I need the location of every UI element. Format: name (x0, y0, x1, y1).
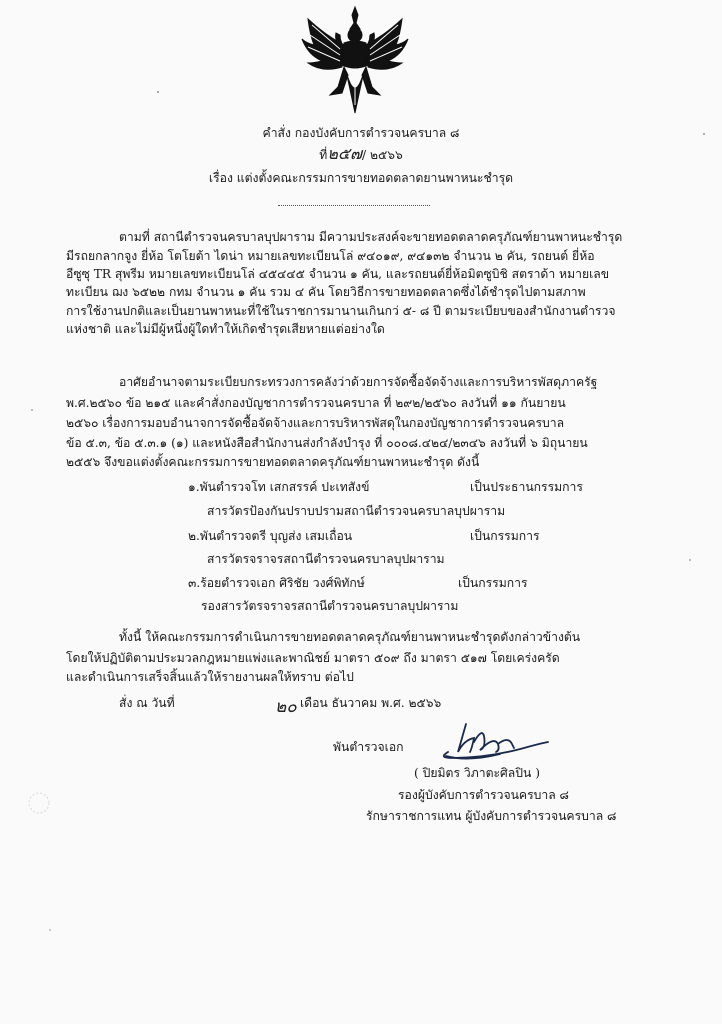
para3-line: และดำเนินการเสร็จสิ้นแล้วให้รายงานผลให้ทราบ ต่อไป (66, 670, 354, 684)
signer-rank: พันตำรวจเอก (333, 740, 404, 754)
para2-line: ข้อ ๕.๓, ข้อ ๕.๓.๑ (๑) และหนังสือสำนักงานส่งกำลังบำรุง ที่ ๐๐๐๘.๔๒๔/๒๓๔๖ ลงวันที่ ๖ มิถุนายน (66, 436, 588, 450)
signer-position: รองผู้บังคับการตำรวจนครบาล ๘ (398, 788, 569, 802)
para1-line: อีซูซุ TR สุพรีม หมายเลขทะเบียนโล่ ๔๕๔๔๕ จำนวน ๑ คัน, และรถยนต์ยี่ห้อมิตซูบิชิ สตราด้า หมายเลข (66, 267, 610, 281)
order-title: คำสั่ง กองบังคับการตำรวจนครบาล ๘ (262, 126, 460, 140)
order-number-suffix: / ๒๕๖๖ (362, 148, 403, 162)
para1-line: ตามที่ สถานีตำรวจนครบาลบุปผาราม มีความประสงค์จะขายทอดตลาดครุภัณฑ์ยานพาหนะชำรุด (119, 230, 623, 244)
para1-line: มีรถยกลากจูง ยี่ห้อ โตโยต้า ไดน่า หมายเลขทะเบียนโล่ ๙๔๐๑๙, ๙๔๑๓๒ จำนวน ๒ คัน, รถยนต์ ยี่ห้อ (66, 249, 595, 263)
order-number-prefix: ที่ (319, 148, 328, 162)
member-name: ๓.ร้อยตำรวจเอก ศิริชัย วงศ์พิทักษ์ (188, 576, 365, 590)
order-number-handwritten: ๒๕๗ (327, 144, 362, 163)
member-position: รองสารวัตรจราจรสถานีตำรวจนครบาลบุปผาราม (201, 599, 459, 613)
signer-acting: รักษาราชการแทน ผู้บังคับการตำรวจนครบาล ๘ (366, 809, 617, 823)
para3-line: ทั้งนี้ ให้คณะกรรมการดำเนินการขายทอดตลาดครุภัณฑ์ยานพาหนะชำรุดดังกล่าวข้างต้น (119, 630, 581, 644)
para1-line: ทะเบียน ฌง ๖๕๒๒ กทม จำนวน ๑ คัน รวม ๔ คัน โดยวิธีการขายทอดตลาดซึ่งได้ชำรุดไปตามสภาพ (66, 285, 586, 299)
para2-line: พ.ศ.๒๕๖๐ ข้อ ๒๑๕ และคำสั่งกองบัญชาการตำรวจนครบาล ที่ ๒๙๒/๒๕๖๐ ลงวันที่ ๑๑ กันยายน (66, 396, 566, 410)
member-name: ๑.พันตำรวจโท เสกสรรค์ ปะเทสังข์ (188, 480, 370, 494)
signer-name: ( ปิยมิตร วิภาตะศิลปิน ) (414, 766, 540, 780)
date-prefix: สั่ง ณ วันที่ (119, 696, 175, 710)
date-day-handwritten: ๒๐ (275, 697, 297, 717)
member-role: เป็นประธานกรรมการ (470, 480, 583, 494)
member-position: สารวัตรป้องกันปราบปรามสถานีตำรวจนครบาลบุปผาราม (207, 504, 506, 518)
member-role: เป็นกรรมการ (470, 529, 540, 543)
para3-line: โดยให้ปฏิบัติตามประมวลกฎหมายแพ่งและพาณิชย์ มาตรา ๕๐๙ ถึง มาตรา ๕๑๗ โดยเคร่งครัด (66, 651, 560, 665)
para2-line: ๒๕๖๐ เรื่องการมอบอำนาจการจัดซื้อจัดจ้างและการบริหารพัสดุในกองบัญชาการตำรวจนครบาล (66, 416, 565, 430)
order-subject: เรื่อง แต่งตั้งคณะกรรมการขายทอดตลาดยานพาหนะชำรุด (208, 171, 514, 185)
para1-line: การใช้งานปกติและเป็นยานพาหนะที่ใช้ในราชการมานานเกินกว่ ๕- ๘ ปี ตามระเบียบของสำนักงานตำรวจ (66, 304, 616, 318)
member-position: สารวัตรจราจรสถานีตำรวจนครบาลบุปผาราม (207, 552, 445, 566)
member-name: ๒.พันตำรวจตรี บุญส่ง เสมเถื่อน (188, 529, 353, 543)
para2-line: ๒๕๕๖ จึงขอแต่งตั้งคณะกรรมการขายทอดตลาดครุภัณฑ์ยานพาหนะชำรุด ดังนี้ (66, 455, 480, 469)
para1-line: แห่งชาติ และไม่มีผู้หนึ่งผู้ใดทำให้เกิดชำรุดเสียหายแต่อย่างใด (66, 322, 385, 336)
para2-line: อาศัยอำนาจตามระเบียบกระทรวงการคลังว่าด้วยการจัดซื้อจัดจ้างและการบริหารพัสดุภาครัฐ (119, 375, 598, 389)
date-suffix: เดือน ธันวาคม พ.ศ. ๒๕๖๖ (300, 696, 442, 710)
member-role: เป็นกรรมการ (458, 576, 528, 590)
